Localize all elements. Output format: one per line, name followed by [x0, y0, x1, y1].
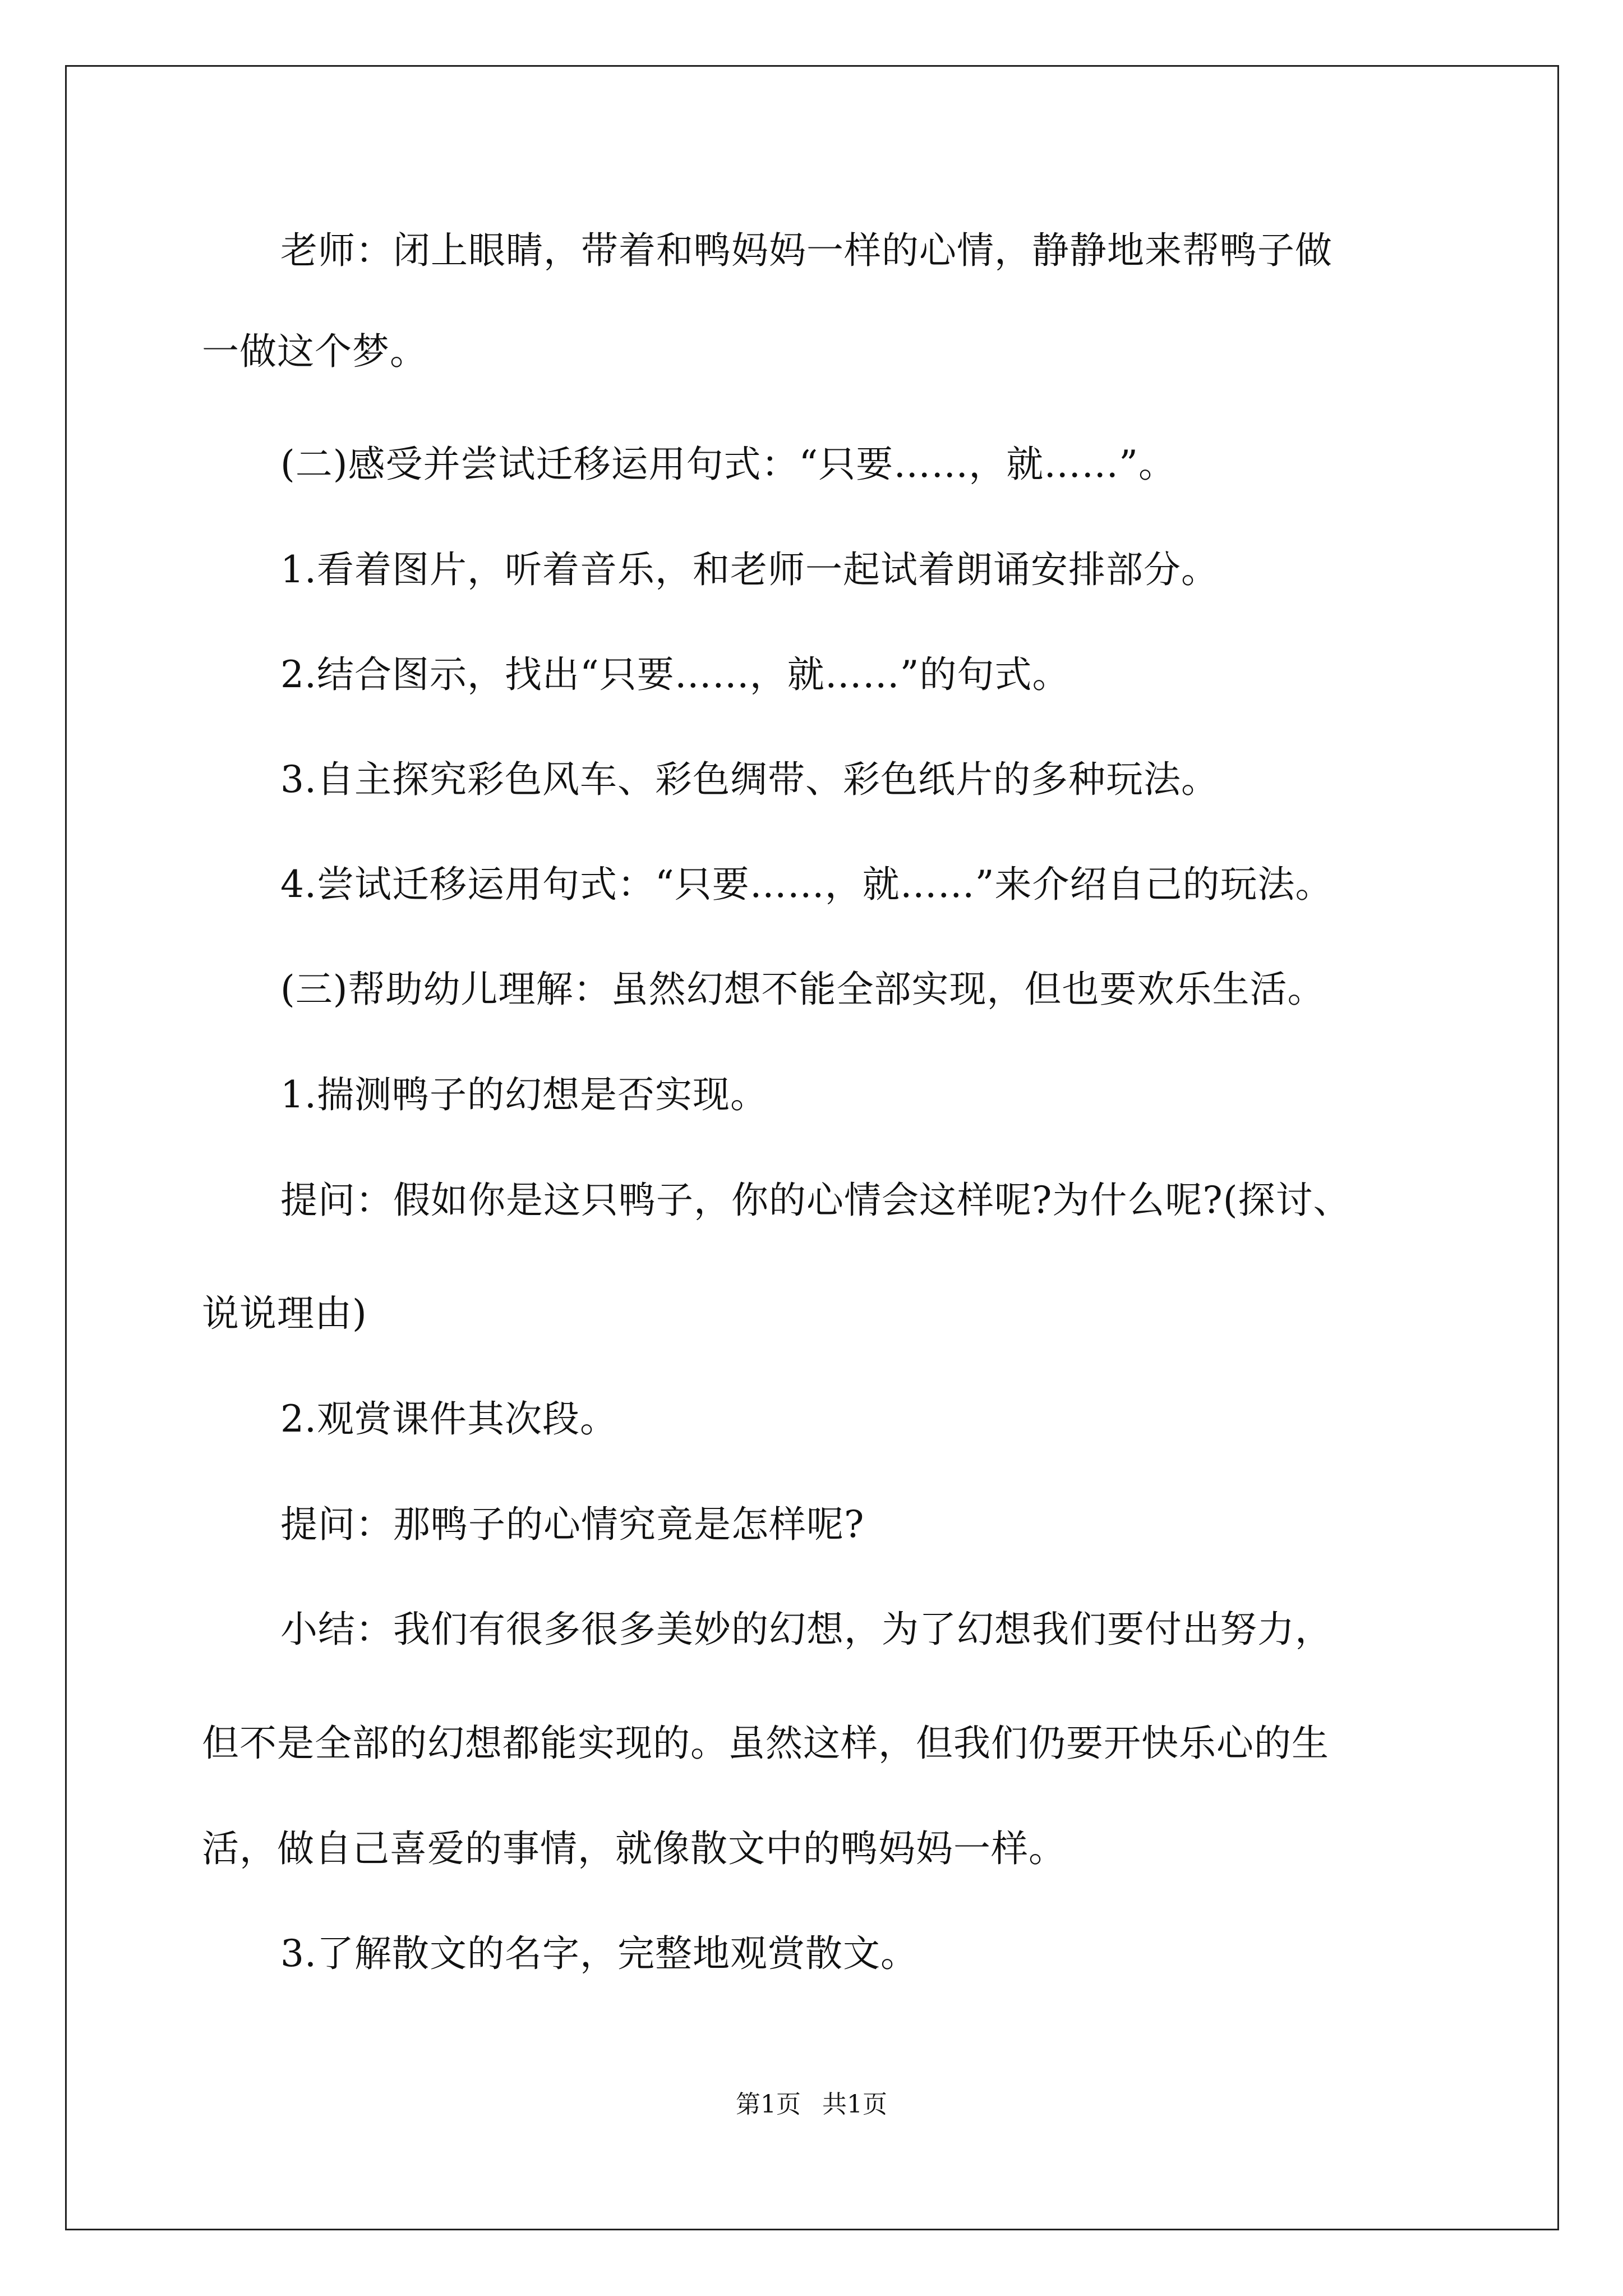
paragraph-line: 老师：闭上眼睛，带着和鸭妈妈一样的心情，静静地来帮鸭子做	[280, 229, 1332, 272]
page-number: 第1页	[736, 2090, 801, 2119]
section-heading: (二)感受并尝试迁移运用句式：“只要……，就……”。	[280, 443, 1176, 486]
page-footer	[0, 2088, 1623, 2122]
paragraph-line: 活，做自己喜爱的事情，就像散文中的鸭妈妈一样。	[202, 1827, 1066, 1870]
list-item: 2.观赏课件其次段。	[280, 1397, 617, 1441]
paragraph-line: 提问：假如你是这只鸭子，你的心情会这样呢?为什么呢?(探讨、	[280, 1179, 1351, 1222]
paragraph-line: 提问：那鸭子的心情究竟是怎样呢?	[280, 1503, 865, 1546]
list-item: 3.了解散文的名字，完整地观赏散文。	[280, 1932, 918, 1975]
list-item: 1.揣测鸭子的幻想是否实现。	[280, 1073, 768, 1116]
paragraph-line: 一做这个梦。	[202, 330, 427, 373]
list-item: 4.尝试迁移运用句式：“只要……，就……”来介绍自己的玩法。	[280, 863, 1333, 906]
section-heading: (三)帮助幼儿理解：虽然幻想不能全部实现，但也要欢乐生活。	[280, 968, 1325, 1011]
page-count: 共1页	[822, 2090, 887, 2119]
list-item: 1.看着图片，听着音乐，和老师一起试着朗诵安排部分。	[280, 548, 1219, 591]
list-item: 2.结合图示，找出“只要……，就……”的句式。	[280, 653, 1070, 696]
paragraph-line: 小结：我们有很多很多美妙的幻想，为了幻想我们要付出努力，	[280, 1608, 1332, 1651]
page-border	[65, 65, 1559, 2230]
list-item: 3.自主探究彩色风车、彩色绸带、彩色纸片的多种玩法。	[280, 758, 1219, 801]
paragraph-line: 但不是全部的幻想都能实现的。虽然这样，但我们仍要开快乐心的生	[202, 1722, 1329, 1765]
paragraph-line: 说说理由)	[202, 1292, 367, 1335]
